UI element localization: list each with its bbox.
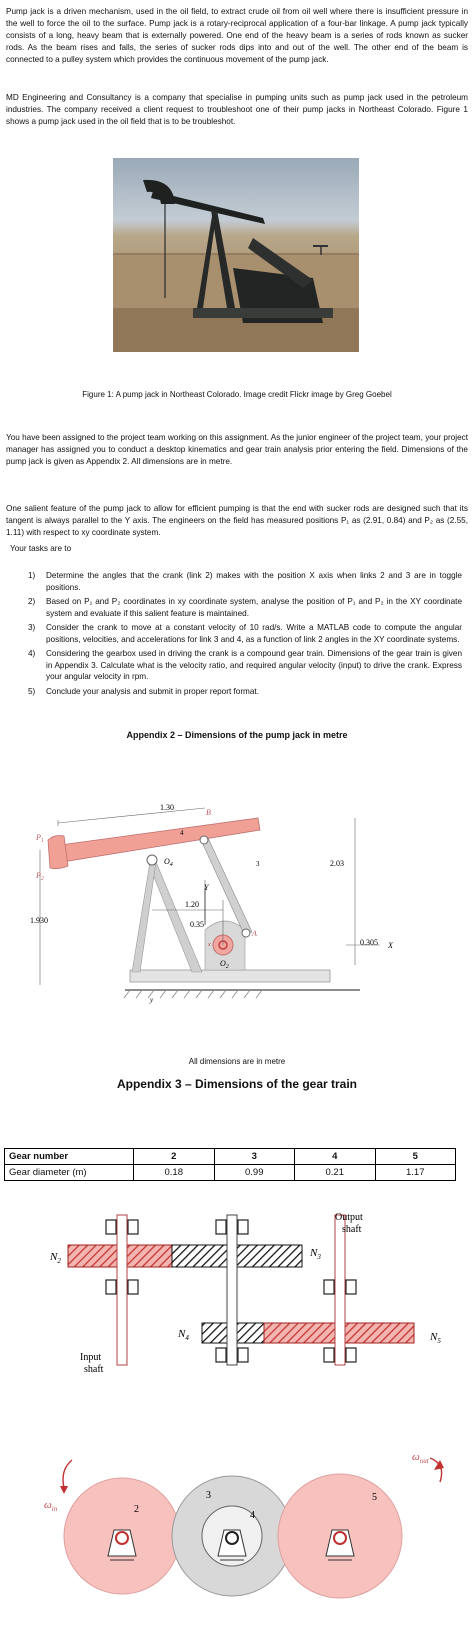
dim-0-305: 0.305 [360, 938, 378, 947]
task-text: Determine the angles that the crank (link 2) makes with the position X axis when links 2 and 3 are in toggle positions. [46, 571, 462, 592]
task-item [28, 596, 462, 619]
pivot-o2-label: $O_2$ [220, 959, 229, 970]
task-number: 2) [28, 597, 36, 606]
task-number: 3) [28, 623, 36, 632]
appendix-3-title: Appendix 3 – Dimensions of the gear train [116, 1077, 358, 1091]
assignment-paragraph-2: One salient feature of the pump jack to allow for efficient pumping is that the end with sucker rods are designed such that its tangent is always parallel to the Y axis. The engineers on the field has measured positions P₁ as (2.91, 0.84) and P₂ as (2.55, 1.11) with respect to xy coordinate system. [6, 504, 468, 537]
gear-table-cell: 0.21 [295, 1165, 376, 1181]
point-p1-label: $P_1$ [36, 833, 44, 844]
gear-table-header-cell: 4 [295, 1149, 376, 1165]
axis-x-label: X [388, 941, 393, 950]
task-text: Consider the crank to move at a constant velocity of 10 rad/s. Write a MATLAB code to compute the angular positions, velocities, and accelerations for link 3 and 4, as a function of link 2 angles in the XY coordinate systems. [46, 623, 462, 644]
link-3-label: 3 [256, 860, 260, 868]
output-shaft-label: Output [335, 1212, 363, 1223]
axis-small-x-label: x [208, 942, 211, 948]
task-number: 1) [28, 571, 36, 580]
gear-table-header-cell: 3 [214, 1149, 295, 1165]
gear-n3-label: $N_3$ [310, 1247, 321, 1261]
gear-5-label: 5 [372, 1492, 377, 1503]
appendix-2-title: Appendix 2 – Dimensions of the pump jack in metre [126, 730, 348, 740]
link-4-label: 4 [180, 829, 184, 837]
task-text: Considering the gearbox used in driving the crank is a compound gear train. Dimensions of the gear train is given in Appendix 3. Calculate what is the velocity ratio, and required angular velocity (input) to drive the crank. Express your angular velocity in rpm. [46, 649, 462, 681]
dim-1-20: 1.20 [185, 900, 199, 909]
gear-table-cell: 0.99 [214, 1165, 295, 1181]
task-item [28, 648, 462, 683]
dim-0-35: 0.35 [190, 920, 204, 929]
point-b-label: B [206, 808, 211, 817]
pump-jack-photo [113, 158, 359, 352]
gear-table-cell: Gear diameter (m) [5, 1165, 134, 1181]
gear-n5-label: $N_5$ [430, 1331, 441, 1345]
input-shaft-label-2: shaft [84, 1364, 104, 1375]
task-item [28, 570, 462, 593]
omega-out-label: $\omega_{out}$ [412, 1451, 429, 1465]
task-list [28, 570, 462, 700]
input-shaft-label: Input [80, 1352, 102, 1363]
gear-table-cell: 0.18 [134, 1165, 215, 1181]
output-shaft-label-2: shaft [342, 1224, 362, 1235]
gear-table-header-cell: Gear number [5, 1149, 134, 1165]
gear-3-label: 3 [206, 1490, 211, 1501]
axis-y-label: Y [204, 883, 209, 892]
task-number: 4) [28, 649, 36, 658]
pump-jack-photo-drawing [113, 158, 359, 352]
gear-n2-label: $N_2$ [50, 1251, 61, 1265]
task-text: Based on P₁ and P₂ coordinates in xy coordinate system, analyse the position of P₁ and P₂ in the XY coordinate system and evaluate if this salient feature is maintained. [46, 597, 462, 618]
task-number: 5) [28, 686, 36, 696]
intro-paragraph-2: MD Engineering and Consultancy is a company that specialise in pumping units such as pump jack used in the petroleum industries. The company received a client request to troubleshoot one of their pump jacks in Northeast Colorado. Figure 1 shows a pump jack used in the oil field that is to be troubleshot. [6, 93, 468, 126]
pivot-o4-label: $O_4$ [164, 857, 173, 868]
assignment-paragraph-1: You have been assigned to the project team working on this assignment. As the junior engineer of the project team, your project manager has assigned you to conduct a desktop kinematics and gear train analysis prior entering the field. Dimensions of the pump jack is given as Appendix 2. All dimensions are in metre. [6, 433, 468, 466]
omega-in-label: $\omega_{in}$ [44, 1499, 58, 1513]
task-item [28, 622, 462, 645]
gear-table [4, 1148, 456, 1181]
pump-jack-dimension-diagram [30, 790, 430, 1020]
gear-train-diagram [30, 1200, 460, 1630]
point-p2-label: $P_2$ [36, 871, 44, 882]
intro-paragraph-1: Pump jack is a driven mechanism, used in the oil field, to extract crude oil from oil well where there is insufficient pressure in the well to force the oil to the surface. Pump jack is a rotary-reciprocal application of a four-bar linkage. A pump jack typically consists of a long, heavy beam that is externally powered. One end of the heavy beam is a series of rods known as sucker rods. As the beam rises and falls, the series of sucker rods dips into and out of the well. The other end of the beam is connected to a pulley system which provides the continuous movement of the pump jack. [6, 7, 468, 64]
gear-n4-label: $N_4$ [178, 1328, 189, 1342]
gear-table-header-cell: 5 [375, 1149, 456, 1165]
point-a-label: A [252, 929, 257, 938]
dim-1-30: 1.30 [160, 803, 174, 812]
gear-2-label: 2 [134, 1504, 139, 1515]
dim-1-930: 1.930 [30, 916, 48, 925]
tasks-intro: Your tasks are to [10, 544, 72, 553]
task-item [28, 686, 462, 698]
gear-table-header-cell: 2 [134, 1149, 215, 1165]
appendix-2-note: All dimensions are in metre [188, 1057, 286, 1066]
gear-table-cell: 1.17 [375, 1165, 456, 1181]
figure-1-caption: Figure 1: A pump jack in Northeast Colorado. Image credit Flickr image by Greg Goebel [82, 390, 392, 399]
task-text: Conclude your analysis and submit in proper report format. [46, 686, 259, 696]
gear-table-header-row [5, 1149, 456, 1165]
dim-2-03: 2.03 [330, 859, 344, 868]
axis-small-y-label: y [150, 996, 154, 1004]
gear-4-label: 4 [250, 1510, 255, 1521]
gear-table-row [5, 1165, 456, 1181]
